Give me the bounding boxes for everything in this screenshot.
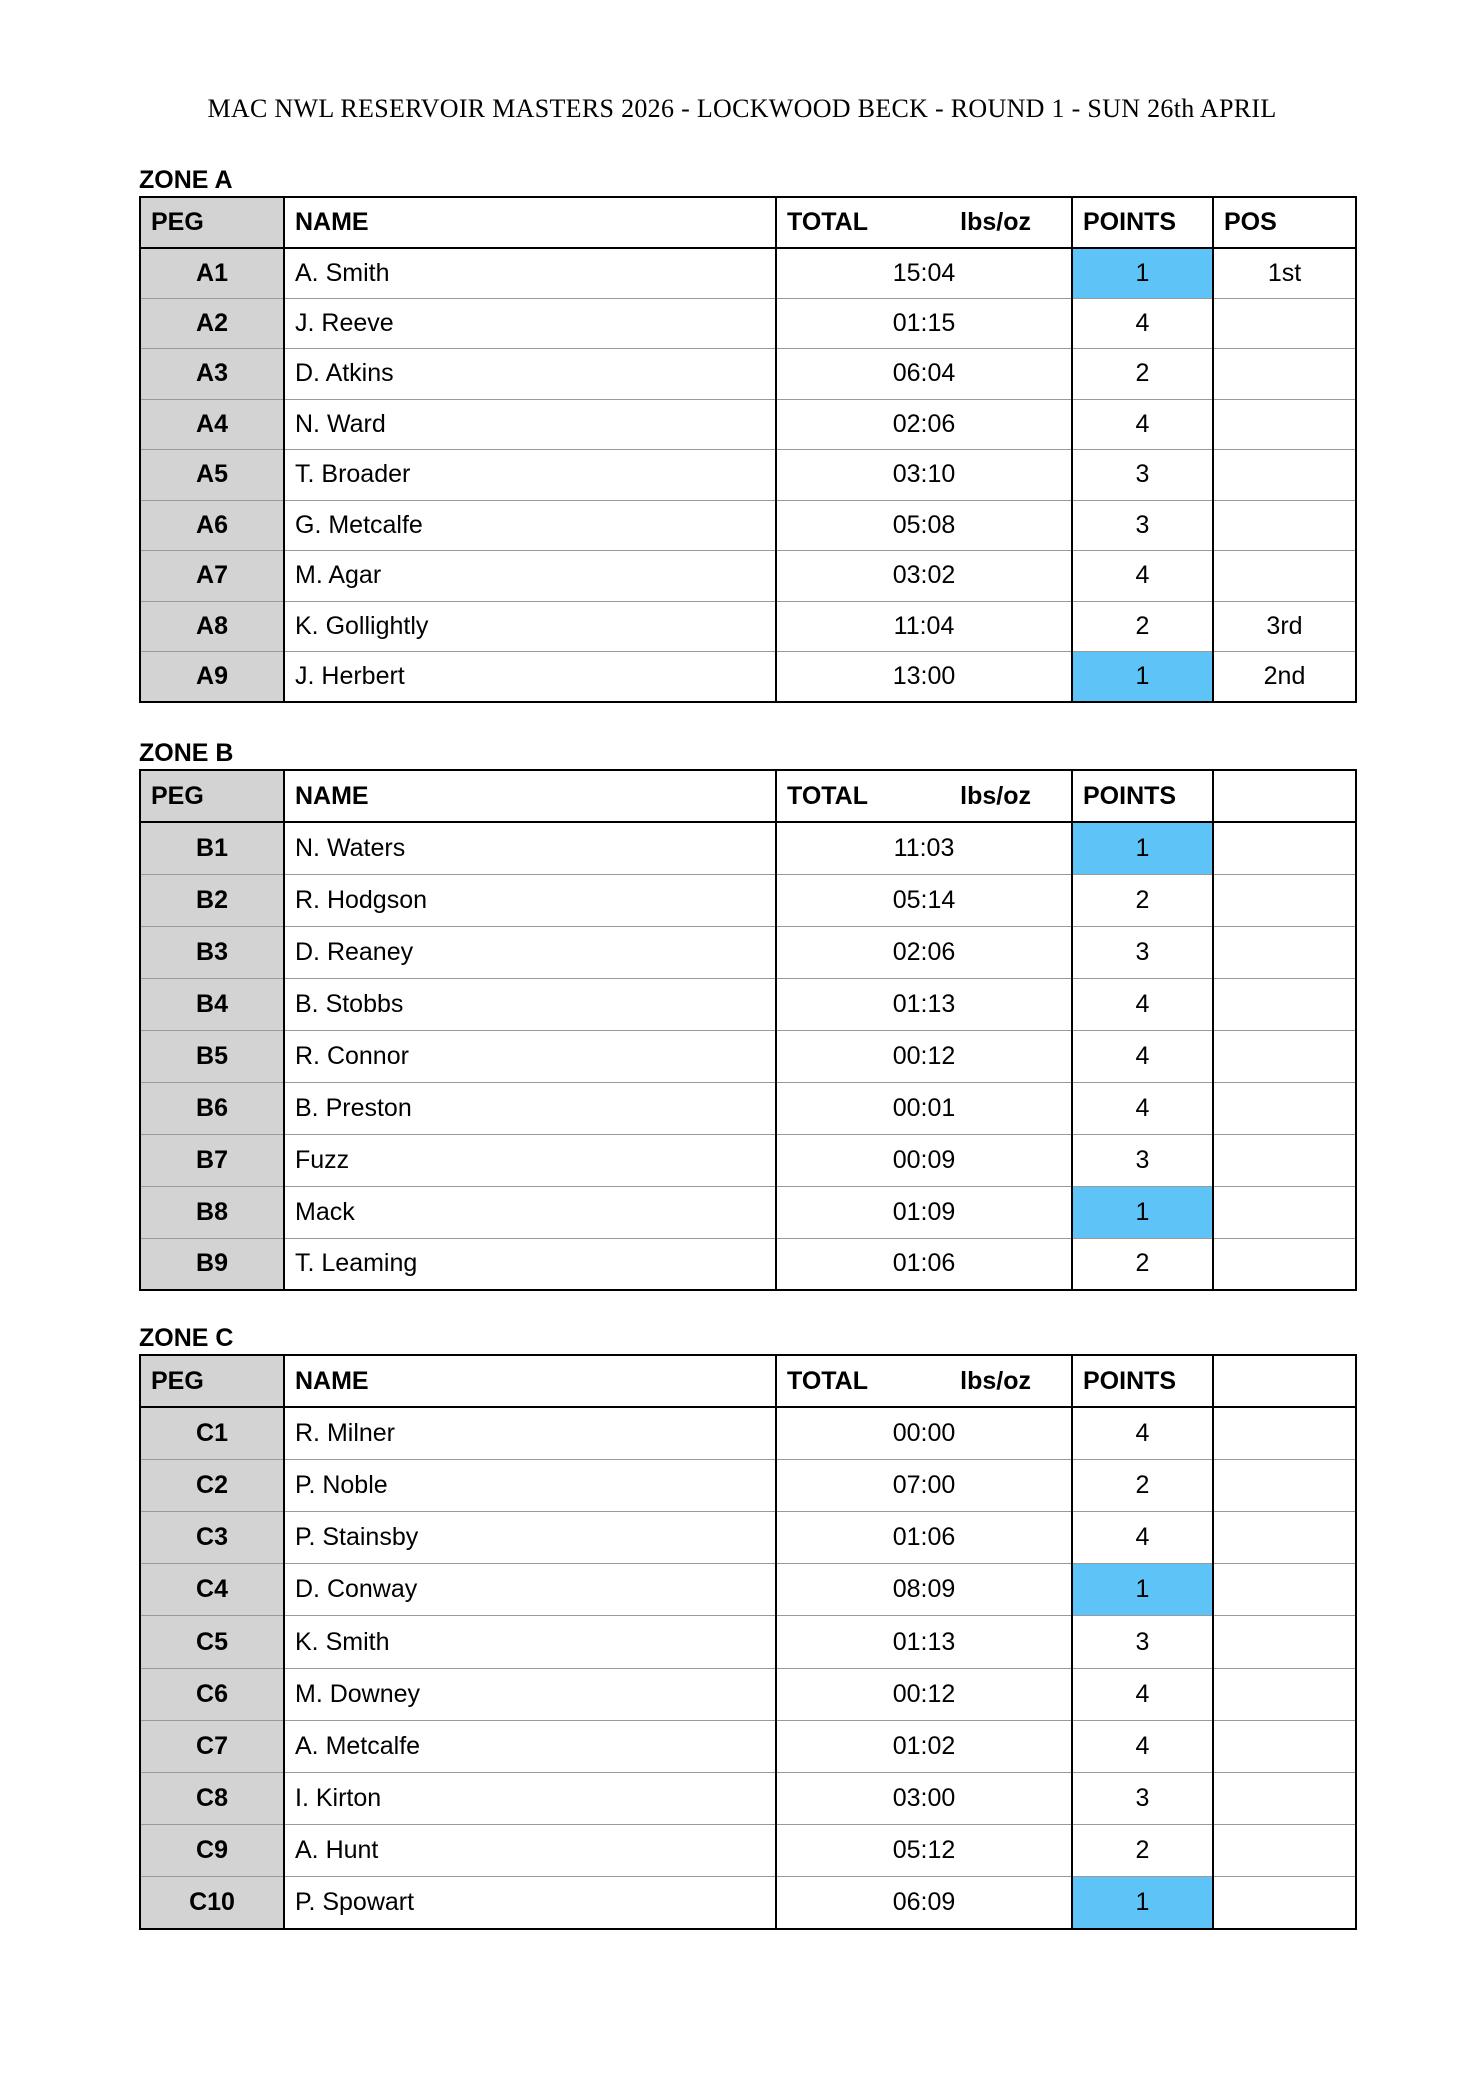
table-row [140, 399, 1356, 450]
zone-c-section [139, 1322, 1355, 1930]
position-cell [1213, 822, 1356, 874]
position-cell [1213, 450, 1356, 501]
angler-name-cell: J. Reeve [284, 298, 776, 349]
points-cell: 3 [1072, 1134, 1213, 1186]
position-cell [1213, 399, 1356, 450]
angler-name-cell: K. Smith [284, 1616, 776, 1668]
table-header-row [140, 197, 1356, 248]
total-weight-cell: 05:14 [776, 874, 1072, 926]
position-cell [1213, 1134, 1356, 1186]
angler-name-cell: A. Smith [284, 248, 776, 299]
points-cell: 4 [1072, 1512, 1213, 1564]
angler-name-cell: P. Stainsby [284, 1512, 776, 1564]
points-cell: 4 [1072, 1082, 1213, 1134]
angler-name-cell: D. Reaney [284, 926, 776, 978]
header-units: lbs/oz [960, 1366, 1031, 1395]
header-total: TOTAL [787, 781, 869, 810]
table-row [140, 1773, 1356, 1825]
points-cell: 2 [1072, 349, 1213, 400]
points-cell: 3 [1072, 1616, 1213, 1668]
header-peg: PEG [140, 197, 284, 248]
points-cell: 4 [1072, 399, 1213, 450]
angler-name-cell: J. Herbert [284, 652, 776, 703]
total-weight-cell: 11:04 [776, 601, 1072, 652]
angler-name-cell: B. Preston [284, 1082, 776, 1134]
peg-cell: A5 [140, 450, 284, 501]
angler-name-cell: R. Connor [284, 1030, 776, 1082]
table-row [140, 1825, 1356, 1877]
points-cell: 1 [1072, 822, 1213, 874]
peg-cell: A8 [140, 601, 284, 652]
table-row [140, 978, 1356, 1030]
table-row [140, 1030, 1356, 1082]
points-cell: 3 [1072, 450, 1213, 501]
points-cell: 4 [1072, 1720, 1213, 1772]
peg-cell: C10 [140, 1877, 284, 1929]
header-peg: PEG [140, 1355, 284, 1407]
peg-cell: C1 [140, 1407, 284, 1459]
total-weight-cell: 13:00 [776, 652, 1072, 703]
peg-cell: B2 [140, 874, 284, 926]
table-row [140, 1564, 1356, 1616]
position-cell: 1st [1213, 248, 1356, 299]
zone-b-label: ZONE B [139, 739, 234, 767]
angler-name-cell: G. Metcalfe [284, 500, 776, 551]
total-weight-cell: 01:06 [776, 1238, 1072, 1290]
table-row [140, 298, 1356, 349]
zone-a-table [139, 196, 1357, 703]
position-cell [1213, 1564, 1356, 1616]
peg-cell: C8 [140, 1773, 284, 1825]
position-cell [1213, 1459, 1356, 1511]
points-cell: 2 [1072, 1459, 1213, 1511]
document-title: MAC NWL RESERVOIR MASTERS 2026 - LOCKWOOD BECK - ROUND 1 - SUN 26th APRIL [207, 94, 1277, 123]
table-row [140, 1186, 1356, 1238]
zone-c-label: ZONE C [139, 1324, 234, 1352]
table-row [140, 551, 1356, 602]
total-weight-cell: 00:09 [776, 1134, 1072, 1186]
points-cell: 4 [1072, 298, 1213, 349]
table-row [140, 601, 1356, 652]
position-cell [1213, 1773, 1356, 1825]
peg-cell: A2 [140, 298, 284, 349]
points-cell: 1 [1072, 652, 1213, 703]
peg-cell: A6 [140, 500, 284, 551]
position-cell [1213, 500, 1356, 551]
header-total: TOTAL [787, 207, 869, 236]
table-row [140, 1616, 1356, 1668]
points-cell: 3 [1072, 1773, 1213, 1825]
points-cell: 4 [1072, 1030, 1213, 1082]
position-cell [1213, 349, 1356, 400]
total-weight-cell: 15:04 [776, 248, 1072, 299]
peg-cell: C9 [140, 1825, 284, 1877]
table-row [140, 926, 1356, 978]
angler-name-cell: R. Milner [284, 1407, 776, 1459]
points-cell: 2 [1072, 1238, 1213, 1290]
position-cell [1213, 1668, 1356, 1720]
header-pos [1213, 1355, 1356, 1407]
angler-name-cell: M. Agar [284, 551, 776, 602]
total-weight-cell: 01:15 [776, 298, 1072, 349]
angler-name-cell: Fuzz [284, 1134, 776, 1186]
table-row [140, 450, 1356, 501]
table-header-row [140, 1355, 1356, 1407]
peg-cell: B8 [140, 1186, 284, 1238]
peg-cell: C7 [140, 1720, 284, 1772]
angler-name-cell: R. Hodgson [284, 874, 776, 926]
header-total-cell [776, 770, 1072, 822]
total-weight-cell: 02:06 [776, 399, 1072, 450]
angler-name-cell: Mack [284, 1186, 776, 1238]
position-cell [1213, 926, 1356, 978]
header-total-cell [776, 197, 1072, 248]
points-cell: 1 [1072, 1877, 1213, 1929]
total-weight-cell: 05:08 [776, 500, 1072, 551]
header-points: POINTS [1072, 770, 1213, 822]
total-weight-cell: 00:01 [776, 1082, 1072, 1134]
total-weight-cell: 05:12 [776, 1825, 1072, 1877]
position-cell [1213, 978, 1356, 1030]
total-weight-cell: 03:00 [776, 1773, 1072, 1825]
table-row [140, 349, 1356, 400]
table-row [140, 1720, 1356, 1772]
position-cell [1213, 1238, 1356, 1290]
peg-cell: B1 [140, 822, 284, 874]
header-name: NAME [284, 1355, 776, 1407]
total-weight-cell: 00:00 [776, 1407, 1072, 1459]
position-cell [1213, 1512, 1356, 1564]
total-weight-cell: 01:13 [776, 978, 1072, 1030]
header-total-cell [776, 1355, 1072, 1407]
angler-name-cell: A. Metcalfe [284, 1720, 776, 1772]
position-cell [1213, 1082, 1356, 1134]
peg-cell: B6 [140, 1082, 284, 1134]
total-weight-cell: 01:09 [776, 1186, 1072, 1238]
header-points: POINTS [1072, 197, 1213, 248]
angler-name-cell: T. Leaming [284, 1238, 776, 1290]
table-row [140, 1459, 1356, 1511]
points-cell: 2 [1072, 601, 1213, 652]
header-peg: PEG [140, 770, 284, 822]
points-cell: 3 [1072, 926, 1213, 978]
peg-cell: C4 [140, 1564, 284, 1616]
position-cell: 2nd [1213, 652, 1356, 703]
header-total: TOTAL [787, 1366, 869, 1395]
angler-name-cell: B. Stobbs [284, 978, 776, 1030]
header-points: POINTS [1072, 1355, 1213, 1407]
points-cell: 4 [1072, 551, 1213, 602]
table-row [140, 822, 1356, 874]
points-cell: 2 [1072, 874, 1213, 926]
angler-name-cell: I. Kirton [284, 1773, 776, 1825]
total-weight-cell: 03:02 [776, 551, 1072, 602]
total-weight-cell: 00:12 [776, 1030, 1072, 1082]
header-pos: POS [1213, 197, 1356, 248]
total-weight-cell: 06:09 [776, 1877, 1072, 1929]
total-weight-cell: 06:04 [776, 349, 1072, 400]
zone-c-table [139, 1354, 1357, 1930]
table-row [140, 1512, 1356, 1564]
peg-cell: A3 [140, 349, 284, 400]
peg-cell: B5 [140, 1030, 284, 1082]
position-cell [1213, 1186, 1356, 1238]
zone-b-section [139, 737, 1355, 1291]
total-weight-cell: 03:10 [776, 450, 1072, 501]
position-cell [1213, 1030, 1356, 1082]
angler-name-cell: D. Atkins [284, 349, 776, 400]
points-cell: 4 [1072, 1668, 1213, 1720]
peg-cell: A7 [140, 551, 284, 602]
peg-cell: C5 [140, 1616, 284, 1668]
peg-cell: B9 [140, 1238, 284, 1290]
position-cell [1213, 1407, 1356, 1459]
header-units: lbs/oz [960, 781, 1031, 810]
table-row [140, 652, 1356, 703]
position-cell [1213, 1616, 1356, 1668]
position-cell [1213, 1825, 1356, 1877]
zone-b-table [139, 769, 1357, 1291]
angler-name-cell: P. Spowart [284, 1877, 776, 1929]
table-row [140, 1877, 1356, 1929]
position-cell [1213, 298, 1356, 349]
table-row [140, 1134, 1356, 1186]
zone-a-label: ZONE A [139, 166, 233, 194]
table-row [140, 1082, 1356, 1134]
position-cell [1213, 1720, 1356, 1772]
peg-cell: A1 [140, 248, 284, 299]
points-cell: 1 [1072, 1564, 1213, 1616]
table-row [140, 1238, 1356, 1290]
header-units: lbs/oz [960, 207, 1031, 236]
angler-name-cell: N. Waters [284, 822, 776, 874]
position-cell [1213, 1877, 1356, 1929]
angler-name-cell: K. Gollightly [284, 601, 776, 652]
total-weight-cell: 02:06 [776, 926, 1072, 978]
table-row [140, 500, 1356, 551]
angler-name-cell: T. Broader [284, 450, 776, 501]
peg-cell: C2 [140, 1459, 284, 1511]
position-cell [1213, 874, 1356, 926]
angler-name-cell: P. Noble [284, 1459, 776, 1511]
peg-cell: B7 [140, 1134, 284, 1186]
total-weight-cell: 01:13 [776, 1616, 1072, 1668]
points-cell: 2 [1072, 1825, 1213, 1877]
total-weight-cell: 01:06 [776, 1512, 1072, 1564]
peg-cell: B3 [140, 926, 284, 978]
total-weight-cell: 07:00 [776, 1459, 1072, 1511]
points-cell: 1 [1072, 1186, 1213, 1238]
angler-name-cell: D. Conway [284, 1564, 776, 1616]
peg-cell: B4 [140, 978, 284, 1030]
points-cell: 4 [1072, 1407, 1213, 1459]
position-cell [1213, 551, 1356, 602]
zone-a-section [139, 164, 1355, 703]
total-weight-cell: 00:12 [776, 1668, 1072, 1720]
table-header-row [140, 770, 1356, 822]
peg-cell: A9 [140, 652, 284, 703]
total-weight-cell: 11:03 [776, 822, 1072, 874]
points-cell: 4 [1072, 978, 1213, 1030]
points-cell: 3 [1072, 500, 1213, 551]
header-pos [1213, 770, 1356, 822]
position-cell: 3rd [1213, 601, 1356, 652]
total-weight-cell: 08:09 [776, 1564, 1072, 1616]
peg-cell: C6 [140, 1668, 284, 1720]
header-name: NAME [284, 197, 776, 248]
peg-cell: A4 [140, 399, 284, 450]
angler-name-cell: A. Hunt [284, 1825, 776, 1877]
table-row [140, 874, 1356, 926]
angler-name-cell: M. Downey [284, 1668, 776, 1720]
angler-name-cell: N. Ward [284, 399, 776, 450]
table-row [140, 248, 1356, 299]
header-name: NAME [284, 770, 776, 822]
peg-cell: C3 [140, 1512, 284, 1564]
table-row [140, 1407, 1356, 1459]
points-cell: 1 [1072, 248, 1213, 299]
total-weight-cell: 01:02 [776, 1720, 1072, 1772]
table-row [140, 1668, 1356, 1720]
